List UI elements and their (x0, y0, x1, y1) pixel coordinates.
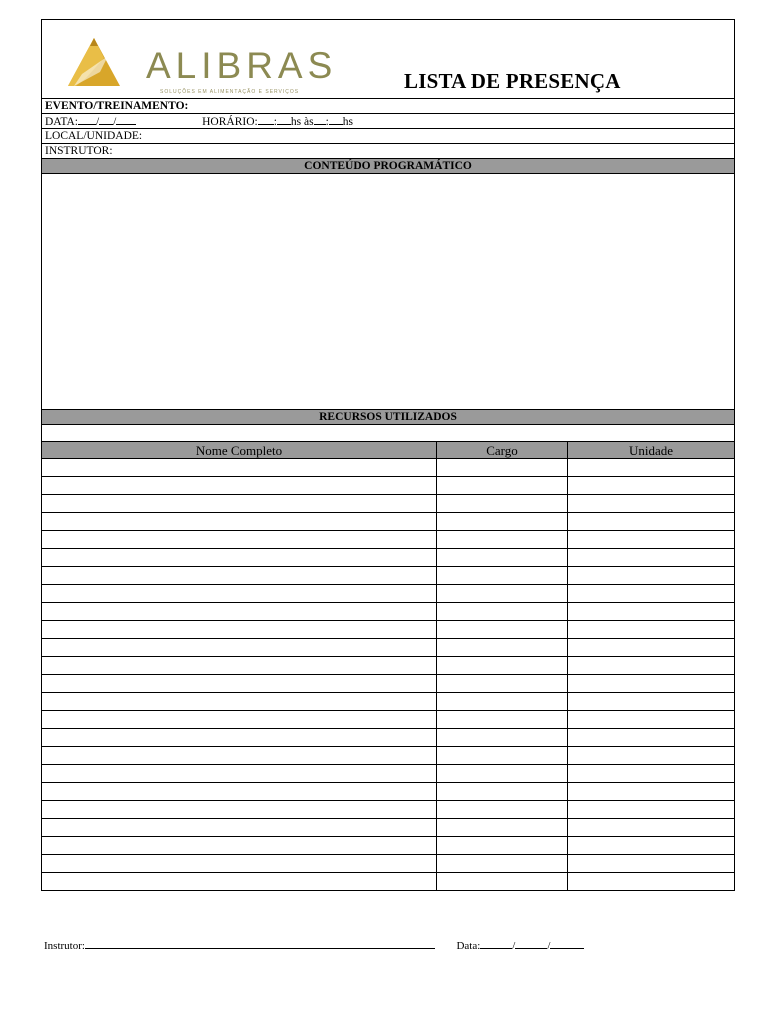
unidade-cell[interactable] (568, 747, 735, 765)
unidade-cell[interactable] (568, 585, 735, 603)
cargo-cell[interactable] (437, 729, 568, 747)
nome-cell[interactable] (42, 675, 437, 693)
footer (44, 938, 584, 952)
footer-day-blank[interactable] (480, 938, 512, 949)
nome-cell[interactable] (42, 639, 437, 657)
table-row (42, 837, 734, 855)
col-nome-header: Nome Completo (42, 442, 437, 459)
evento-row[interactable] (42, 98, 734, 113)
nome-cell[interactable] (42, 585, 437, 603)
nome-cell[interactable] (42, 747, 437, 765)
end-minute-blank[interactable] (329, 114, 343, 125)
date-separator: / (113, 116, 117, 128)
table-row (42, 873, 734, 891)
footer-year-blank[interactable] (550, 938, 584, 949)
footer-month-blank[interactable] (515, 938, 547, 949)
cargo-cell[interactable] (437, 585, 568, 603)
data-horario-row[interactable] (42, 113, 734, 128)
hs-as-label: hs às (290, 116, 314, 128)
date-separator: / (95, 116, 100, 128)
unidade-cell[interactable] (568, 873, 735, 891)
unidade-cell[interactable] (568, 567, 735, 585)
table-row (42, 693, 734, 711)
unidade-cell[interactable] (568, 765, 735, 783)
table-row (42, 657, 734, 675)
nome-cell[interactable] (42, 729, 437, 747)
table-row (42, 801, 734, 819)
nome-cell[interactable] (42, 765, 437, 783)
instrutor-row[interactable] (42, 143, 734, 158)
unidade-cell[interactable] (568, 837, 735, 855)
unidade-cell[interactable] (568, 531, 735, 549)
table-row (42, 711, 734, 729)
day-blank[interactable] (78, 114, 96, 125)
cargo-cell[interactable] (437, 477, 568, 495)
footer-data-label: Data: (456, 940, 481, 952)
cargo-cell[interactable] (437, 513, 568, 531)
nome-cell[interactable] (42, 549, 437, 567)
table-row (42, 729, 734, 747)
col-cargo-header: Cargo (437, 442, 568, 459)
cargo-cell[interactable] (437, 531, 568, 549)
unidade-cell[interactable] (568, 549, 735, 567)
cargo-cell[interactable] (437, 459, 568, 477)
cargo-cell[interactable] (437, 621, 568, 639)
cargo-cell[interactable] (437, 639, 568, 657)
nome-cell[interactable] (42, 855, 437, 873)
unidade-cell[interactable] (568, 603, 735, 621)
unidade-cell[interactable] (568, 855, 735, 873)
alibras-logo (64, 34, 338, 95)
table-row (42, 639, 734, 657)
table-row (42, 765, 734, 783)
table-row (42, 513, 734, 531)
cargo-cell[interactable] (437, 693, 568, 711)
unidade-cell[interactable] (568, 639, 735, 657)
footer-date-separator: / (512, 940, 516, 952)
cargo-cell[interactable] (437, 711, 568, 729)
unidade-cell[interactable] (568, 693, 735, 711)
instrutor-label: INSTRUTOR: (45, 145, 113, 157)
nome-cell[interactable] (42, 657, 437, 675)
nome-cell[interactable] (42, 693, 437, 711)
nome-cell[interactable] (42, 783, 437, 801)
unidade-cell[interactable] (568, 711, 735, 729)
nome-cell[interactable] (42, 567, 437, 585)
cargo-cell[interactable] (437, 837, 568, 855)
hs-label: hs (342, 116, 354, 128)
triangle-logo-icon (64, 34, 124, 90)
table-row (42, 585, 734, 603)
table-row (42, 549, 734, 567)
unidade-cell[interactable] (568, 513, 735, 531)
unidade-cell[interactable] (568, 801, 735, 819)
table-row (42, 855, 734, 873)
cargo-cell[interactable] (437, 855, 568, 873)
table-row (42, 477, 734, 495)
unidade-cell[interactable] (568, 621, 735, 639)
cargo-cell[interactable] (437, 765, 568, 783)
nome-cell[interactable] (42, 603, 437, 621)
nome-cell[interactable] (42, 837, 437, 855)
nome-cell[interactable] (42, 711, 437, 729)
recursos-header: RECURSOS UTILIZADOS (42, 409, 734, 425)
local-label: LOCAL/UNIDADE: (45, 130, 143, 142)
local-row[interactable] (42, 128, 734, 143)
horario-label: HORÁRIO: (202, 116, 258, 128)
cargo-cell[interactable] (437, 675, 568, 693)
nome-cell[interactable] (42, 873, 437, 891)
col-unidade-header: Unidade (568, 442, 735, 459)
cargo-cell[interactable] (437, 819, 568, 837)
table-row (42, 621, 734, 639)
time-separator: : (273, 116, 277, 128)
page-title: LISTA DE PRESENÇA (404, 69, 621, 93)
year-blank[interactable] (116, 114, 136, 125)
cargo-cell[interactable] (437, 783, 568, 801)
nome-cell[interactable] (42, 459, 437, 477)
unidade-cell[interactable] (568, 819, 735, 837)
cargo-cell[interactable] (437, 873, 568, 891)
unidade-cell[interactable] (568, 729, 735, 747)
logo-brand: ALIBRAS (146, 45, 338, 86)
table-row (42, 603, 734, 621)
logo-tagline: SOLUÇÕES EM ALIMENTAÇÃO E SERVIÇOS (160, 89, 300, 95)
table-row (42, 783, 734, 801)
table-row (42, 459, 734, 477)
table-row (42, 495, 734, 513)
month-blank[interactable] (99, 114, 113, 125)
footer-instrutor-label: Instrutor: (44, 940, 85, 952)
table-header-row (42, 442, 734, 459)
attendance-sheet (41, 19, 735, 891)
table-row (42, 531, 734, 549)
recursos-area[interactable] (42, 425, 734, 441)
nome-cell[interactable] (42, 531, 437, 549)
conteudo-area[interactable] (42, 174, 734, 409)
cargo-cell[interactable] (437, 603, 568, 621)
cargo-cell[interactable] (437, 801, 568, 819)
nome-cell[interactable] (42, 513, 437, 531)
cargo-cell[interactable] (437, 567, 568, 585)
nome-cell[interactable] (42, 621, 437, 639)
table-row (42, 747, 734, 765)
unidade-cell[interactable] (568, 783, 735, 801)
data-label: DATA: (45, 116, 78, 128)
nome-cell[interactable] (42, 801, 437, 819)
cargo-cell[interactable] (437, 549, 568, 567)
unidade-cell[interactable] (568, 477, 735, 495)
start-minute-blank[interactable] (277, 114, 291, 125)
end-hour-blank[interactable] (314, 114, 326, 125)
conteudo-header: CONTEÚDO PROGRAMÁTICO (42, 158, 734, 174)
time-separator: : (325, 116, 329, 128)
footer-instrutor-signature[interactable] (85, 938, 435, 949)
nome-cell[interactable] (42, 477, 437, 495)
unidade-cell[interactable] (568, 675, 735, 693)
unidade-cell[interactable] (568, 495, 735, 513)
table-row (42, 819, 734, 837)
nome-cell[interactable] (42, 819, 437, 837)
header (42, 20, 734, 98)
cargo-cell[interactable] (437, 657, 568, 675)
nome-cell[interactable] (42, 495, 437, 513)
start-hour-blank[interactable] (258, 114, 274, 125)
attendance-table (42, 441, 734, 890)
evento-label: EVENTO/TREINAMENTO: (45, 100, 189, 112)
footer-date-separator: / (547, 940, 551, 952)
unidade-cell[interactable] (568, 459, 735, 477)
cargo-cell[interactable] (437, 747, 568, 765)
cargo-cell[interactable] (437, 495, 568, 513)
table-row (42, 675, 734, 693)
unidade-cell[interactable] (568, 657, 735, 675)
table-row (42, 567, 734, 585)
